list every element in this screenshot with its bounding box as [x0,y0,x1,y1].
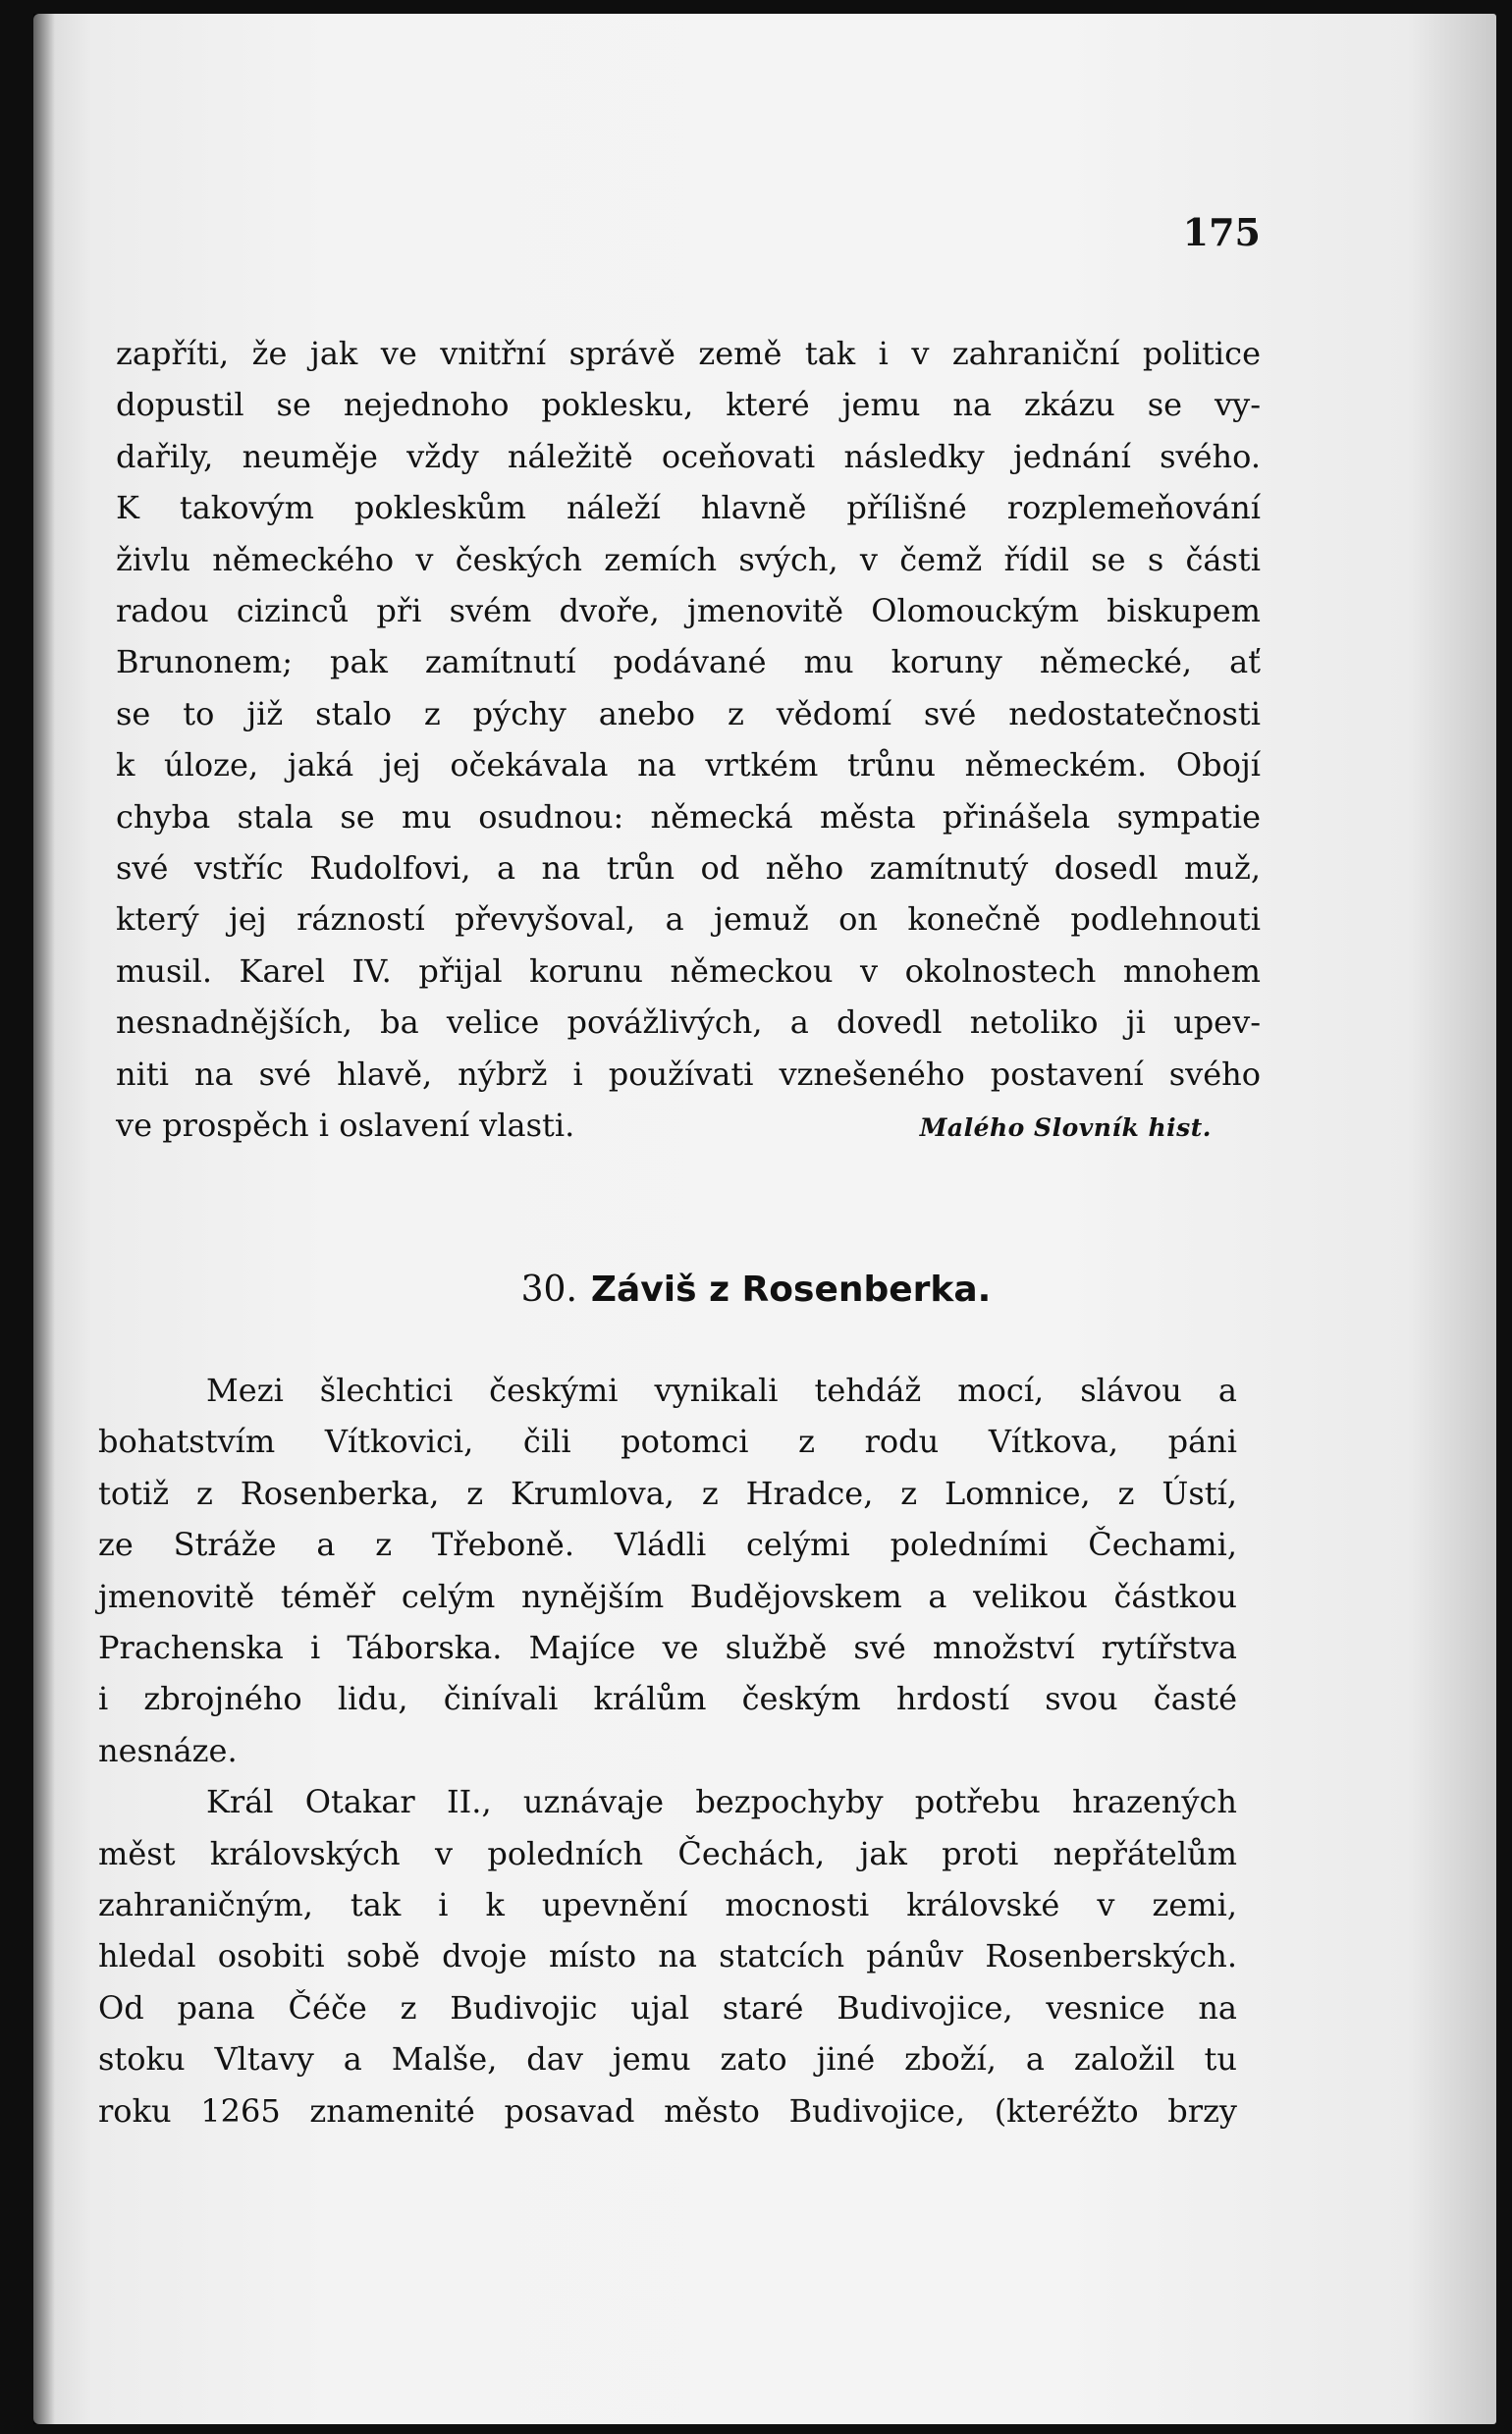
text-line: totiž z Rosenberka, z Krumlova, z Hradce, z Lomnice, z Ústí, [98,1474,1237,1512]
text-line: stoku Vltavy a Malše, dav jemu zato jiné zboží, a založil tu [98,2040,1237,2079]
text-line: nesnadnějších, ba velice povážlivých, a dovedl netoliko ji upev- [116,1003,1261,1042]
text-line: hledal osobiti sobě dvoje místo na statcích pánův Rosenberských. [98,1937,1237,1975]
heading-title: Záviš z Rosenberka. [590,1270,992,1310]
text-line: k úloze, jaká jej očekávala na vrtkém trůnu německém. Obojí [116,746,1261,784]
text-line: živlu německého v českých zemích svých, v čemž řídil se s části [116,540,1261,578]
text-line: Brunonem; pak zamítnutí podávané mu koruny německé, ať [116,643,1261,681]
text-line: radou cizinců při svém dvoře, jmenovitě Olomouckým biskupem [116,592,1261,630]
page-gutter-shadow [33,14,55,2424]
text-line: dopustil se nejednoho poklesku, které jemu na zkázu se vy- [116,386,1261,424]
text-line: K takovým pokleskům náleží hlavně přílišné rozplemeňování [116,489,1261,527]
text-line: niti na své hlavě, nýbrž i používati vznešeného postavení svého [116,1055,1261,1093]
page-number: 175 [1182,210,1261,254]
text-line: své vstříc Rudolfovi, a na trůn od něho zamítnutý dosedl muž, [116,849,1261,888]
text-line: roku 1265 znamenité posavad město Budivojice, (kteréžto brzy [98,2091,1237,2130]
section-1-paragraph [116,328,1261,1155]
text-line: jmenovitě téměř celým nynějším Budějovskem a velikou částkou [98,1577,1237,1615]
text-line: který jej rázností převyšoval, a jemuž on konečně podlehnouti [116,900,1261,939]
section-2-text [98,1365,1237,2137]
heading-number: 30. [520,1270,577,1310]
text-line: Mezi šlechtici českými vynikali tehdáž mocí, slávou a [206,1372,1237,1409]
text-line: nesnáze. [98,1731,238,1769]
text-line: dařily, neuměje vždy náležitě oceňovati následky jednání svého. [116,437,1261,475]
text-line: Od pana Čéče z Budivojic ujal staré Budivojice, vesnice na [98,1988,1237,2027]
text-line: se to již stalo z pýchy anebo z vědomí své nedostatečnosti [116,694,1261,732]
text-line: ze Stráže a z Třeboně. Vládli celými poledními Čechami, [98,1526,1237,1564]
text-line: i zbrojného lidu, činívali králům českým hrdostí svou časté [98,1680,1237,1718]
text-line: chyba stala se mu osudnou: německá města přinášela sympatie [116,797,1261,836]
text-line: bohatstvím Vítkovici, čili potomci z rodu Vítkova, páni [98,1423,1237,1461]
source-citation: Malého Slovník hist. [919,1113,1212,1143]
text-line: musil. Karel IV. přijal korunu německou v okolnostech mnohem [116,951,1261,990]
text-line: ve prospěch i oslavení vlasti. [116,1107,575,1145]
text-line: Prachenska i Táborska. Majíce ve službě své množství rytířstva [98,1629,1237,1667]
section-heading [0,1270,1512,1310]
text-line: zapříti, že jak ve vnitřní správě země tak i v zahraniční politice [116,335,1261,372]
text-line: měst královských v poledních Čechách, jak proti nepřátelům [98,1834,1237,1872]
text-line: zahraničným, tak i k upevnění mocnosti královské v zemi, [98,1886,1237,1924]
text-line: Král Otakar II., uznávaje bezpochyby potřebu hrazených [206,1783,1237,1821]
last-line-with-source [116,1100,1261,1154]
